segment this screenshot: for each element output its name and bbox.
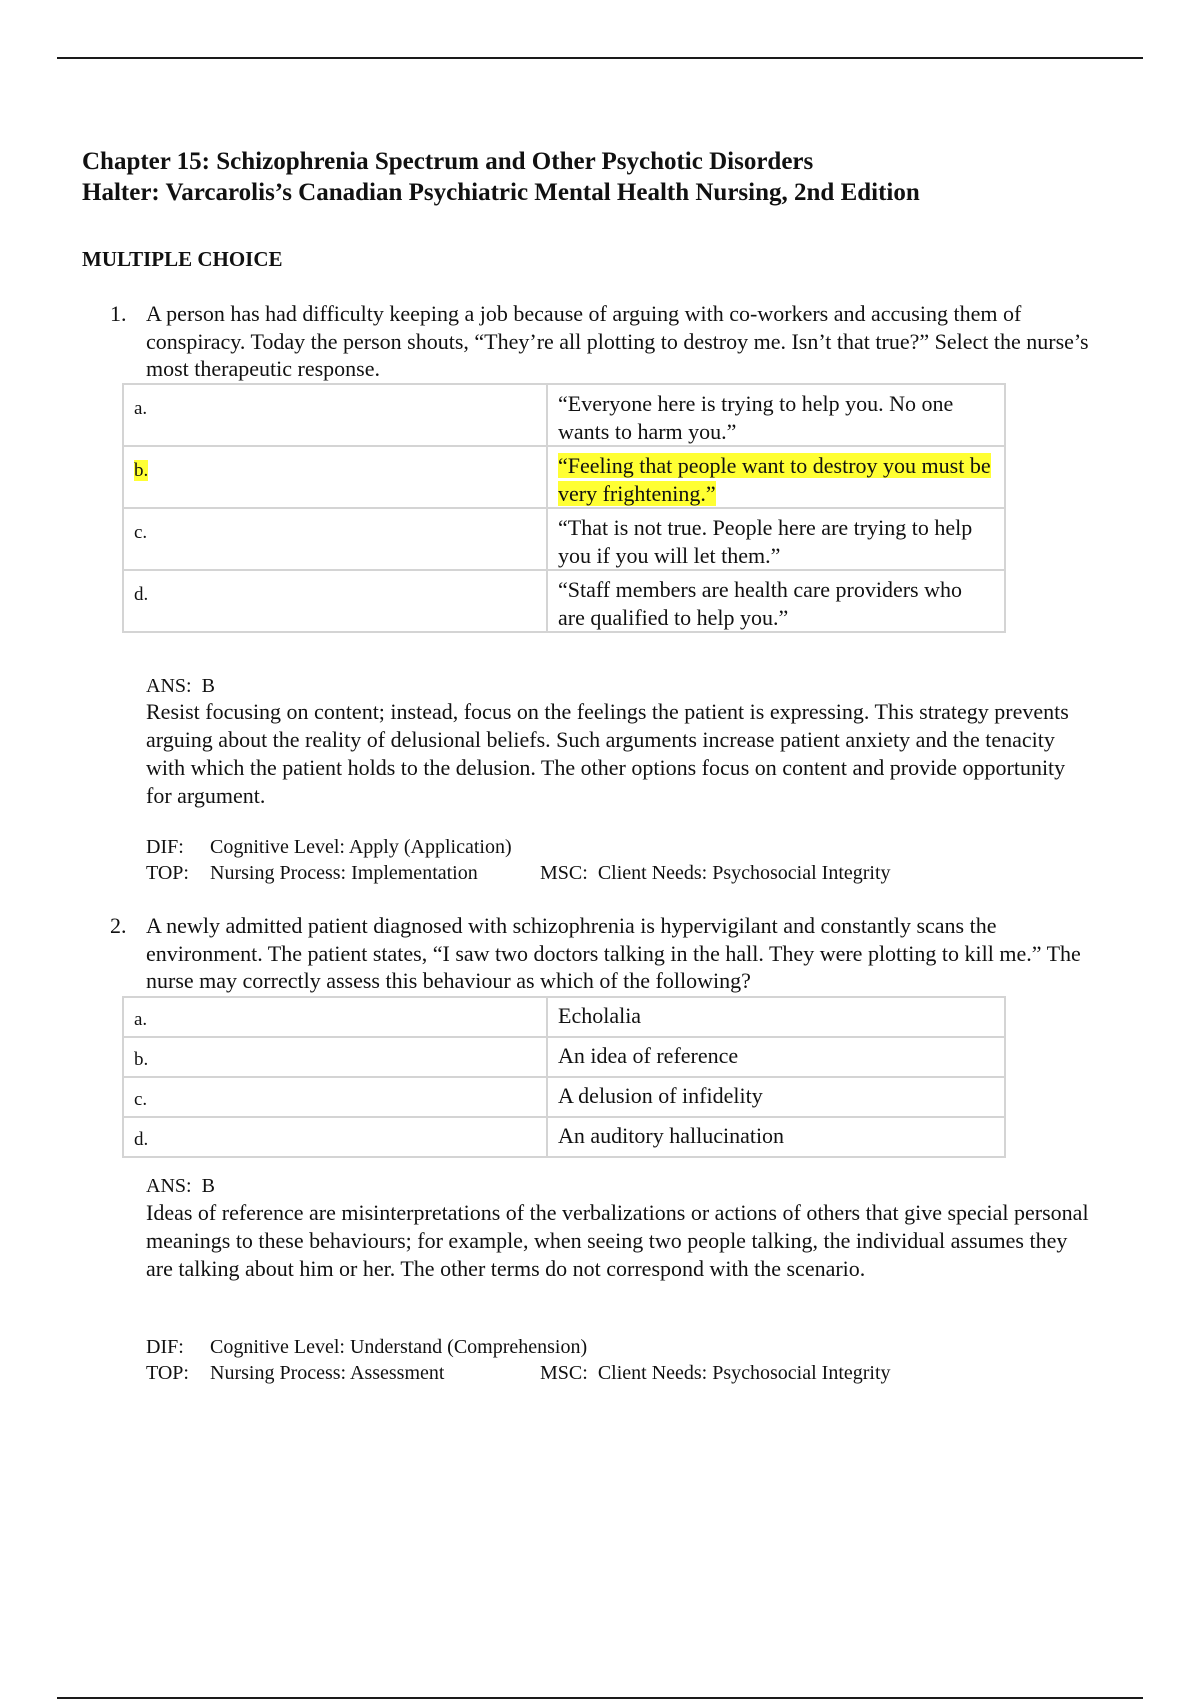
- top-label: TOP:: [146, 862, 189, 884]
- choices-table: [122, 383, 1006, 633]
- rationale: Ideas of reference are misinterpretations of the verbalizations or actions of others that give special personal meanings to these behaviours; for example, when seeing two people talking, the individual assumes they are talking about him or her. The other terms do not correspond with the scenario.: [146, 1200, 1089, 1281]
- choice-letter: b.: [123, 1037, 547, 1077]
- highlighted-letter: b.: [134, 460, 149, 481]
- choice-text: [547, 446, 1005, 508]
- rationale: Resist focusing on content; instead, focus on the feelings the patient is expressing. This strategy prevents arguing about the reality of delusional beliefs. Such arguments increase patient anxiety and the tenacity with which the patient holds to the delusion. The other options focus on content and provide opportunity for argument.: [146, 699, 1069, 808]
- msc-value: Client Needs: Psychosocial Integrity: [597, 1362, 891, 1384]
- top-value: Nursing Process: Implementation: [210, 862, 478, 884]
- msc-label: MSC:: [540, 1362, 588, 1384]
- msc-value: Client Needs: Psychosocial Integrity: [597, 862, 891, 884]
- choices-table: [122, 996, 1006, 1158]
- document-header: [82, 146, 920, 208]
- question-stem: A newly admitted patient diagnosed with schizophrenia is hypervigilant and constantly scans the environment. The patient states, “I saw two doctors talking in the hall. They were plotting to kill me.” The nurse may correctly assess this behaviour as which of the following?: [146, 913, 1081, 993]
- top-rule: [57, 57, 1143, 59]
- choice-text: An auditory hallucination: [547, 1117, 1005, 1157]
- top-value: Nursing Process: Assessment: [210, 1362, 445, 1384]
- answer-line: [146, 1173, 215, 1199]
- question-number: 1.: [110, 301, 127, 326]
- top-msc-line: [146, 1360, 891, 1386]
- msc-field: [540, 1360, 891, 1386]
- dif-value: Cognitive Level: Understand (Comprehension): [210, 1336, 588, 1358]
- top-label: TOP:: [146, 1362, 189, 1384]
- choice-row[interactable]: [123, 508, 1005, 570]
- choice-row[interactable]: [123, 1037, 1005, 1077]
- choice-row[interactable]: [123, 1077, 1005, 1117]
- choice-row[interactable]: [123, 384, 1005, 446]
- choice-letter: [123, 446, 547, 508]
- dif-label: DIF:: [146, 1336, 184, 1358]
- choice-letter: a.: [123, 384, 547, 446]
- answer-label: ANS:: [146, 675, 192, 697]
- choice-letter: c.: [123, 508, 547, 570]
- answer-label: ANS:: [146, 1175, 192, 1197]
- highlighted-answer-text: “Feeling that people want to destroy you must be very frightening.”: [558, 453, 991, 506]
- choice-text: “Staff members are health care providers who are qualified to help you.”: [547, 570, 1005, 632]
- choice-row[interactable]: [123, 1117, 1005, 1157]
- msc-label: MSC:: [540, 862, 588, 884]
- top-msc-line: [146, 860, 891, 886]
- book-title: Halter: Varcarolis’s Canadian Psychiatric Mental Health Nursing, 2nd Edition: [82, 179, 920, 206]
- bottom-rule: [57, 1697, 1143, 1699]
- answer-line: [146, 673, 215, 699]
- choice-letter: d.: [123, 1117, 547, 1157]
- question-stem: A person has had difficulty keeping a job because of arguing with co-workers and accusing them of conspiracy. Today the person shouts, “They’re all plotting to destroy me. Isn’t that true?” Select the nurse’s most therapeutic response.: [146, 301, 1089, 381]
- choice-text: An idea of reference: [547, 1037, 1005, 1077]
- question-number: 2.: [110, 913, 127, 938]
- dif-line: [146, 1334, 587, 1360]
- choice-text: A delusion of infidelity: [547, 1077, 1005, 1117]
- choice-text: “Everyone here is trying to help you. No one wants to harm you.”: [547, 384, 1005, 446]
- choice-text: “That is not true. People here are trying to help you if you will let them.”: [547, 508, 1005, 570]
- msc-field: [540, 860, 891, 886]
- section-title: MULTIPLE CHOICE: [82, 247, 283, 271]
- choice-row[interactable]: [123, 570, 1005, 632]
- answer-value: B: [201, 1175, 215, 1197]
- choice-letter: a.: [123, 997, 547, 1037]
- choice-row[interactable]: [123, 997, 1005, 1037]
- choice-text: Echolalia: [547, 997, 1005, 1037]
- choice-letter: c.: [123, 1077, 547, 1117]
- dif-value: Cognitive Level: Apply (Application): [210, 836, 512, 858]
- choice-letter: d.: [123, 570, 547, 632]
- answer-value: B: [201, 675, 215, 697]
- dif-label: DIF:: [146, 836, 184, 858]
- dif-line: [146, 834, 512, 860]
- choice-row-correct[interactable]: [123, 446, 1005, 508]
- chapter-title: Chapter 15: Schizophrenia Spectrum and Other Psychotic Disorders: [82, 148, 814, 175]
